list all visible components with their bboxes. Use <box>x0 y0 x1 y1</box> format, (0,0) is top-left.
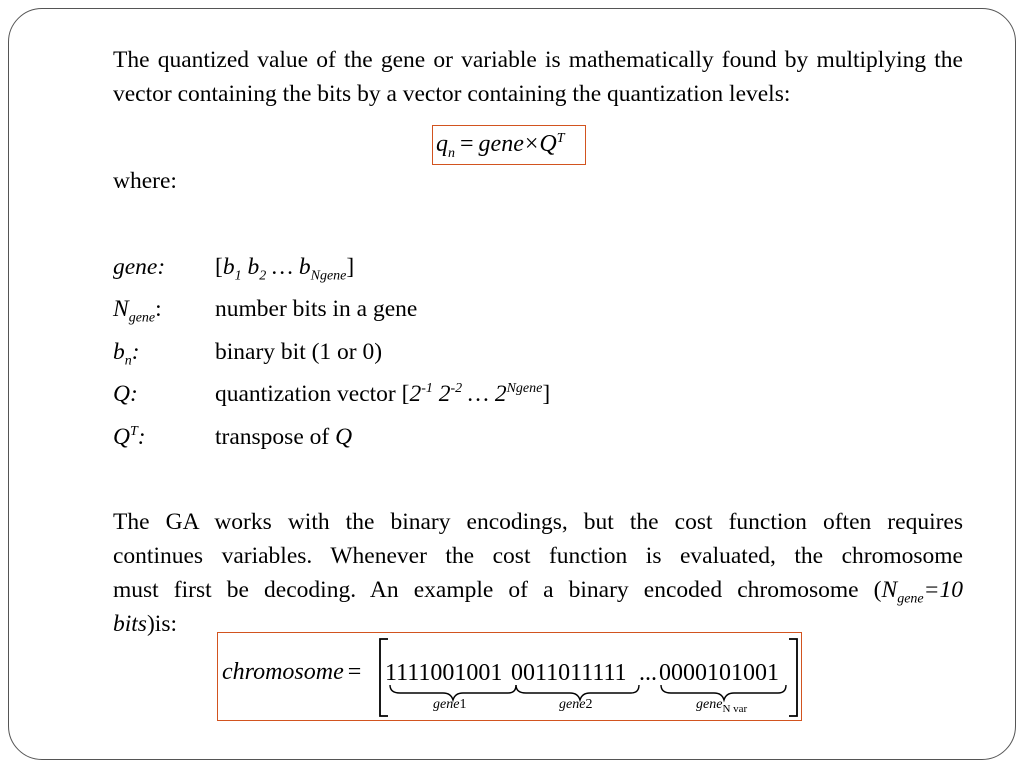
lhs-text: chromosome <box>222 659 344 685</box>
label-num: 1 <box>459 697 467 712</box>
paragraph-italic: N <box>881 577 898 603</box>
text-part: b <box>241 254 260 280</box>
paragraph-text: The GA works with the binary encodings, but the cost function often requires <box>113 509 963 535</box>
text-sup: Ngene <box>506 381 543 397</box>
text-part: ] <box>346 254 355 280</box>
label-text: gene <box>433 697 460 712</box>
paragraph-italic: bits <box>113 611 147 637</box>
gene1-label <box>433 697 466 713</box>
text-sup: -2 <box>450 381 463 397</box>
paragraph2-line1 <box>113 505 963 539</box>
text-part: [ <box>215 254 223 280</box>
term-text: N <box>113 296 129 322</box>
paragraph-italic: =10 <box>923 577 963 603</box>
definition-desc <box>215 252 354 282</box>
eq-lhs: q <box>436 131 448 157</box>
genen-label <box>696 697 747 713</box>
label-text: gene <box>696 697 723 712</box>
quantization-equation <box>436 131 565 161</box>
term-suffix: : <box>155 296 162 322</box>
gene2-bits: 0011011111 <box>511 660 627 686</box>
text-part: … 2 <box>462 381 507 407</box>
definition-term <box>113 294 213 324</box>
eq-lhs-sub: n <box>448 145 455 161</box>
chromosome-equation-box <box>217 632 802 721</box>
paragraph-text: continues variables. Whenever the cost function is evaluated, the chromosome <box>113 543 963 569</box>
quantization-equation-box <box>432 125 586 165</box>
paragraph-text: must first be decoding. An example of a binary encoded chromosome ( <box>113 577 882 603</box>
eq-Q: Q <box>539 131 557 157</box>
chromosome-lhs <box>222 659 361 686</box>
eq-gene: gene <box>478 131 524 157</box>
text-part: b <box>222 254 235 280</box>
text-part: 2 <box>432 381 451 407</box>
text-part: 2 <box>409 381 422 407</box>
text-sub: 1 <box>234 268 242 284</box>
label-sub: N var <box>722 702 748 715</box>
definition-desc: number bits in a gene <box>215 296 418 322</box>
text-part: transpose of <box>215 424 336 450</box>
text-part: Q <box>335 424 353 450</box>
definition-term <box>113 337 213 367</box>
gene2-label <box>559 697 592 713</box>
eq-times: × <box>524 131 539 157</box>
definition-term <box>113 422 213 452</box>
text-sup: -1 <box>421 381 433 397</box>
eq-equals: = <box>460 131 474 157</box>
text-part: quantization vector [ <box>215 381 410 407</box>
term-suffix: : <box>137 424 146 450</box>
where-text: where: <box>113 168 177 194</box>
paragraph2-line2 <box>113 539 963 573</box>
definition-term: Q: <box>113 381 138 407</box>
text-part: … b <box>266 254 311 280</box>
definition-desc <box>215 379 550 409</box>
where-label <box>113 164 963 198</box>
paragraph-sub: gene <box>897 591 924 607</box>
ellipsis: ... <box>639 660 657 686</box>
definition-desc <box>215 422 352 452</box>
definition-desc: binary bit (1 or 0) <box>215 339 383 365</box>
text-part: ] <box>542 381 551 407</box>
gene1-bits: 1111001001 <box>385 660 503 686</box>
intro-paragraph <box>113 43 963 111</box>
paragraph-text: )is: <box>146 611 177 637</box>
term-text: Q <box>113 424 130 450</box>
eq-equals: = <box>347 659 362 685</box>
term-sub: gene <box>128 310 156 326</box>
genen-bits: 0000101001 <box>659 660 779 686</box>
term-suffix: : <box>131 339 140 365</box>
term-sub: n <box>124 353 132 369</box>
term-text: b <box>113 339 125 365</box>
paragraph2-line3 <box>113 573 963 607</box>
text-sub: 2 <box>259 268 267 284</box>
text-sub: Ngene <box>310 268 347 284</box>
eq-Q-sup: T <box>556 131 565 146</box>
definition-term: gene: <box>113 254 166 280</box>
label-text: gene <box>559 697 586 712</box>
term-sup: T <box>129 424 138 440</box>
intro-text: The quantized value of the gene or variable is mathematically found by multiplying the vector containing the bits by a vector containing the quantization levels: <box>113 47 963 107</box>
label-num: 2 <box>585 697 593 712</box>
